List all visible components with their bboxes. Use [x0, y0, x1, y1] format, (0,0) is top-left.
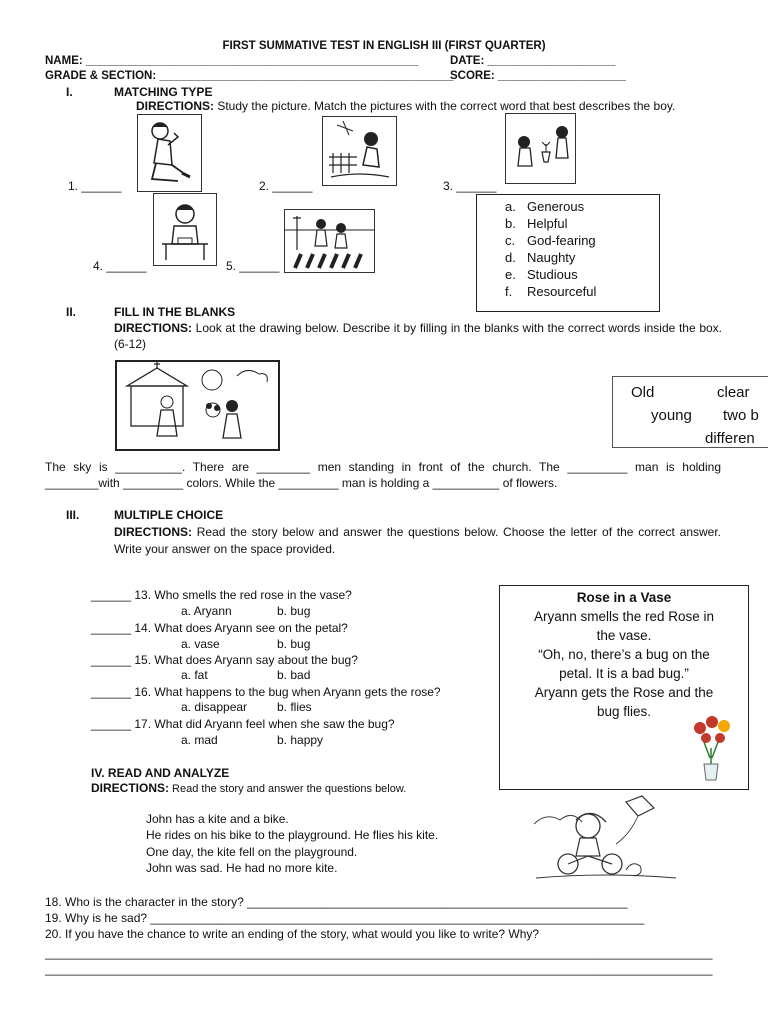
kite-story-line-2: He rides on his bike to the playground. He flies his kite.: [146, 828, 439, 842]
mc-question-17[interactable]: ______ 17. What did Aryann feel when she saw the bug?: [91, 717, 395, 731]
picture-boy-in-garden: [322, 116, 397, 186]
directions-label: DIRECTIONS:: [114, 525, 192, 539]
score-field[interactable]: SCORE: ____________________: [450, 70, 626, 82]
section-2-title: FILL IN THE BLANKS: [114, 305, 236, 319]
section-4-directions: [91, 781, 406, 795]
story-title: Rose in a Vase: [576, 590, 672, 605]
mc-15-option-a: a. fat: [181, 668, 208, 682]
section-2-directions: [114, 320, 722, 352]
date-field[interactable]: DATE: ____________________: [450, 55, 616, 67]
matching-item-3[interactable]: 3. ______: [443, 179, 497, 193]
matching-item-4[interactable]: 4. ______: [93, 259, 147, 273]
story-box: [499, 585, 749, 790]
picture-praying-boy: [137, 114, 202, 192]
mc-17-option-a: a. mad: [181, 733, 218, 747]
question-20: 20. If you have the chance to write an ending of the story, what would you like to write? Why?: [45, 927, 540, 941]
choice-word: Naughty: [527, 250, 576, 265]
church-scene-drawing: [117, 362, 278, 449]
directions-text: Read the story below and answer the questions below. Choose the letter of the correct answer. Write your answer on the space provided.: [114, 525, 721, 556]
boy-kite-bike-drawing: [526, 794, 686, 884]
choice-b: [505, 216, 567, 231]
rose-vase-icon: [688, 712, 734, 782]
section-2-number: II.: [66, 305, 77, 319]
praying-boy-drawing: [138, 115, 201, 191]
mc-14-option-a: a. vase: [181, 637, 220, 651]
picture-kids-with-plant: [505, 113, 576, 184]
choice-word: God-fearing: [527, 233, 596, 248]
directions-label: DIRECTIONS:: [91, 781, 169, 795]
choice-a: [505, 199, 584, 214]
section-3-number: III.: [66, 508, 80, 522]
kite-story-line-1: John has a kite and a bike.: [146, 812, 289, 826]
matching-item-1[interactable]: 1. ______: [68, 179, 122, 193]
directions-text: Study the picture. Match the pictures with the correct word that best describes the boy.: [214, 99, 676, 113]
story-line: bug flies.: [596, 704, 652, 719]
choice-e: [505, 267, 578, 282]
kite-story-line-3: One day, the kite fell on the playground.: [146, 845, 358, 859]
mc-14-option-b: b. bug: [277, 637, 311, 651]
section-3-title: MULTIPLE CHOICE: [114, 508, 224, 522]
name-field[interactable]: NAME: ____________________________________________________: [45, 55, 419, 67]
word-box: [612, 376, 768, 448]
story-line: Aryann smells the red Rose in: [533, 609, 715, 624]
question-18[interactable]: 18. Who is the character in the story? _________________________________________________________: [45, 895, 628, 909]
mc-question-13[interactable]: ______ 13. Who smells the red rose in the vase?: [91, 588, 352, 602]
directions-text: Read the story and answer the questions below.: [169, 783, 407, 795]
choice-c: [505, 233, 596, 248]
mc-16-option-a: a. disappear: [181, 700, 248, 714]
choice-letter: e.: [505, 267, 516, 282]
studying-boy-drawing: [154, 194, 216, 265]
mc-13-option-b: b. bug: [277, 604, 311, 618]
matching-choices-box: [476, 194, 660, 312]
section-1-number: I.: [66, 85, 73, 99]
directions-text: Look at the drawing below. Describe it by filling in the blanks with the correct words inside the box. (6-12): [114, 321, 722, 351]
mc-13-option-a: a. Aryann: [181, 604, 232, 618]
word-clear: clear: [717, 384, 750, 401]
choice-f: [505, 284, 596, 299]
mc-question-16[interactable]: ______ 16. What happens to the bug when Aryann gets the rose?: [91, 685, 441, 699]
section-4-title: IV. READ AND ANALYZE: [91, 766, 230, 780]
mc-16-option-b: b. flies: [277, 700, 312, 714]
choice-word: Helpful: [527, 216, 568, 231]
word-old: Old: [631, 384, 655, 401]
choice-letter: b.: [505, 216, 516, 231]
choice-letter: c.: [505, 233, 516, 248]
crossing-street-drawing: [285, 210, 374, 272]
picture-church-scene: [115, 360, 280, 451]
choice-letter: a.: [505, 199, 516, 214]
word-two: two b: [723, 407, 759, 424]
kids-plant-drawing: [506, 114, 575, 183]
directions-label: DIRECTIONS:: [114, 321, 192, 335]
picture-studying-boy: [153, 193, 217, 266]
mc-17-option-b: b. happy: [277, 733, 324, 747]
choice-word: Resourceful: [527, 284, 597, 299]
picture-crossing-street: [284, 209, 375, 273]
choice-letter: f.: [505, 284, 513, 299]
matching-item-5[interactable]: 5. ______: [226, 259, 280, 273]
grade-section-field[interactable]: GRADE & SECTION: ______________________________________________: [45, 70, 454, 82]
answer-line-1[interactable]: ____________________________________________________________________________________________________: [45, 946, 713, 960]
section-1-title: MATCHING TYPE: [114, 85, 213, 99]
garden-boy-drawing: [323, 117, 396, 185]
question-19[interactable]: 19. Why is he sad? __________________________________________________________________________: [45, 911, 645, 925]
kite-story-line-4: John was sad. He had no more kite.: [146, 861, 338, 875]
story-line: petal. It is a bad bug.”: [559, 666, 689, 681]
choice-word: Studious: [527, 267, 578, 282]
choice-letter: d.: [505, 250, 516, 265]
fill-in-paragraph[interactable]: The sky is __________. There are ________ men standing in front of the church. The _________ man is holding ________with _________ colors. While the _________ man is holding a __________ of flowers.: [45, 460, 721, 490]
mc-question-14[interactable]: ______ 14. What does Aryann see on the petal?: [91, 621, 348, 635]
word-different: differen: [705, 430, 755, 447]
choice-word: Generous: [527, 199, 585, 214]
answer-line-2[interactable]: ____________________________________________________________________________________________________: [45, 962, 713, 976]
story-line: Aryann gets the Rose and the: [534, 685, 714, 700]
section-3-directions: [114, 524, 721, 558]
story-line: the vase.: [596, 628, 652, 643]
test-title: FIRST SUMMATIVE TEST IN ENGLISH III (FIRST QUARTER): [222, 40, 546, 52]
word-young: young: [651, 407, 692, 424]
matching-item-2[interactable]: 2. ______: [259, 179, 313, 193]
story-line: “Oh, no, there’s a bug on the: [538, 647, 710, 662]
mc-question-15[interactable]: ______ 15. What does Aryann say about the bug?: [91, 653, 358, 667]
choice-d: [505, 250, 575, 265]
section-1-directions: [136, 99, 675, 113]
mc-15-option-b: b. bad: [277, 668, 311, 682]
directions-label: DIRECTIONS:: [136, 99, 214, 113]
